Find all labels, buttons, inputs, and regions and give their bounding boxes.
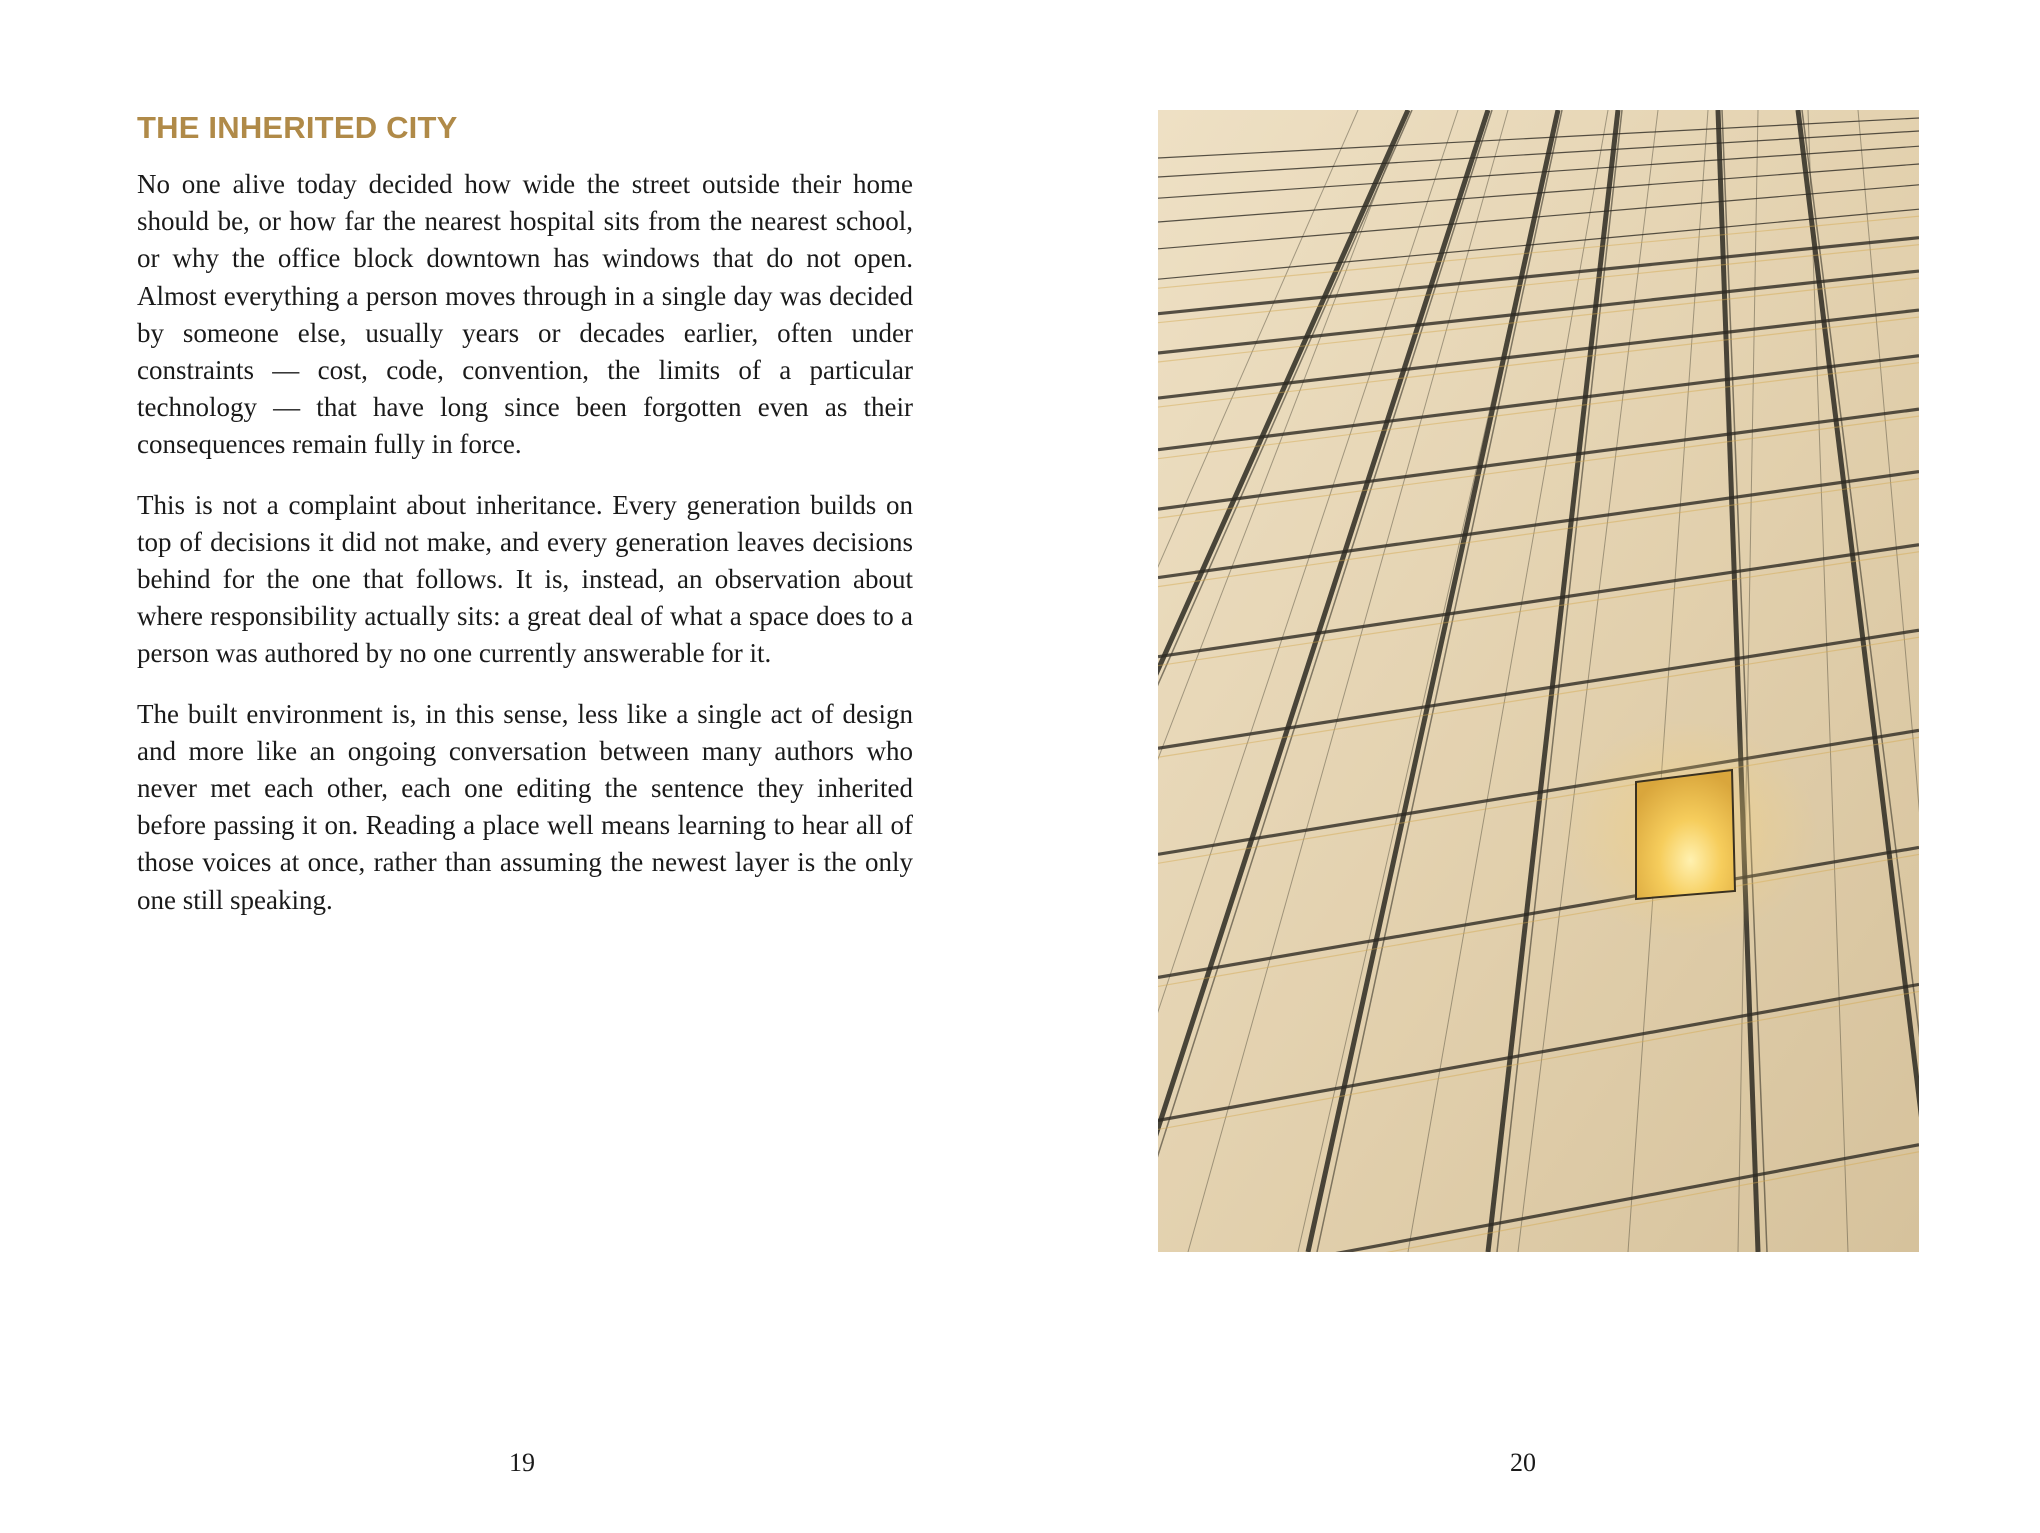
lit-window	[1636, 770, 1735, 899]
paragraph-3: The built environment is, in this sense, less like a single act of design and more like an ongoing conversation between many authors who never met each other, each one editing the sentence they inherited before passing it on. Reading a place well means learning to hear all of those voices at once, rather than assuming the newest layer is the only one still speaking.	[137, 698, 913, 915]
paragraph-1: No one alive today decided how wide the street outside their home should be, or how far the nearest hospital sits from the nearest school, or why the office block downtown has windows that do not open. Almost everything a person moves through in a single day was decided by someone else, usually years or decades earlier, often under constraints — cost, code, convention, the limits of a particular technology — that have long since been forgotten even as their consequences remain fully in force.	[137, 169, 913, 460]
page-number-left: 19	[509, 1448, 535, 1477]
body-text	[137, 166, 913, 942]
paragraph-2: This is not a complaint about inheritance. Every generation builds on top of decisions it did not make, and every generation leaves decisions behind for the one that follows. It is, instead, an observation about where responsibility actually sits: a great deal of what a space does to a person was authored by no one currently answerable for it.	[137, 489, 913, 669]
facade-illustration	[1158, 110, 1919, 1252]
right-page	[1020, 0, 2040, 1533]
page-number-right: 20	[1510, 1448, 1536, 1477]
chapter-heading: THE INHERITED CITY	[137, 110, 458, 145]
glass-office-facade-illustration	[1158, 110, 1919, 1252]
